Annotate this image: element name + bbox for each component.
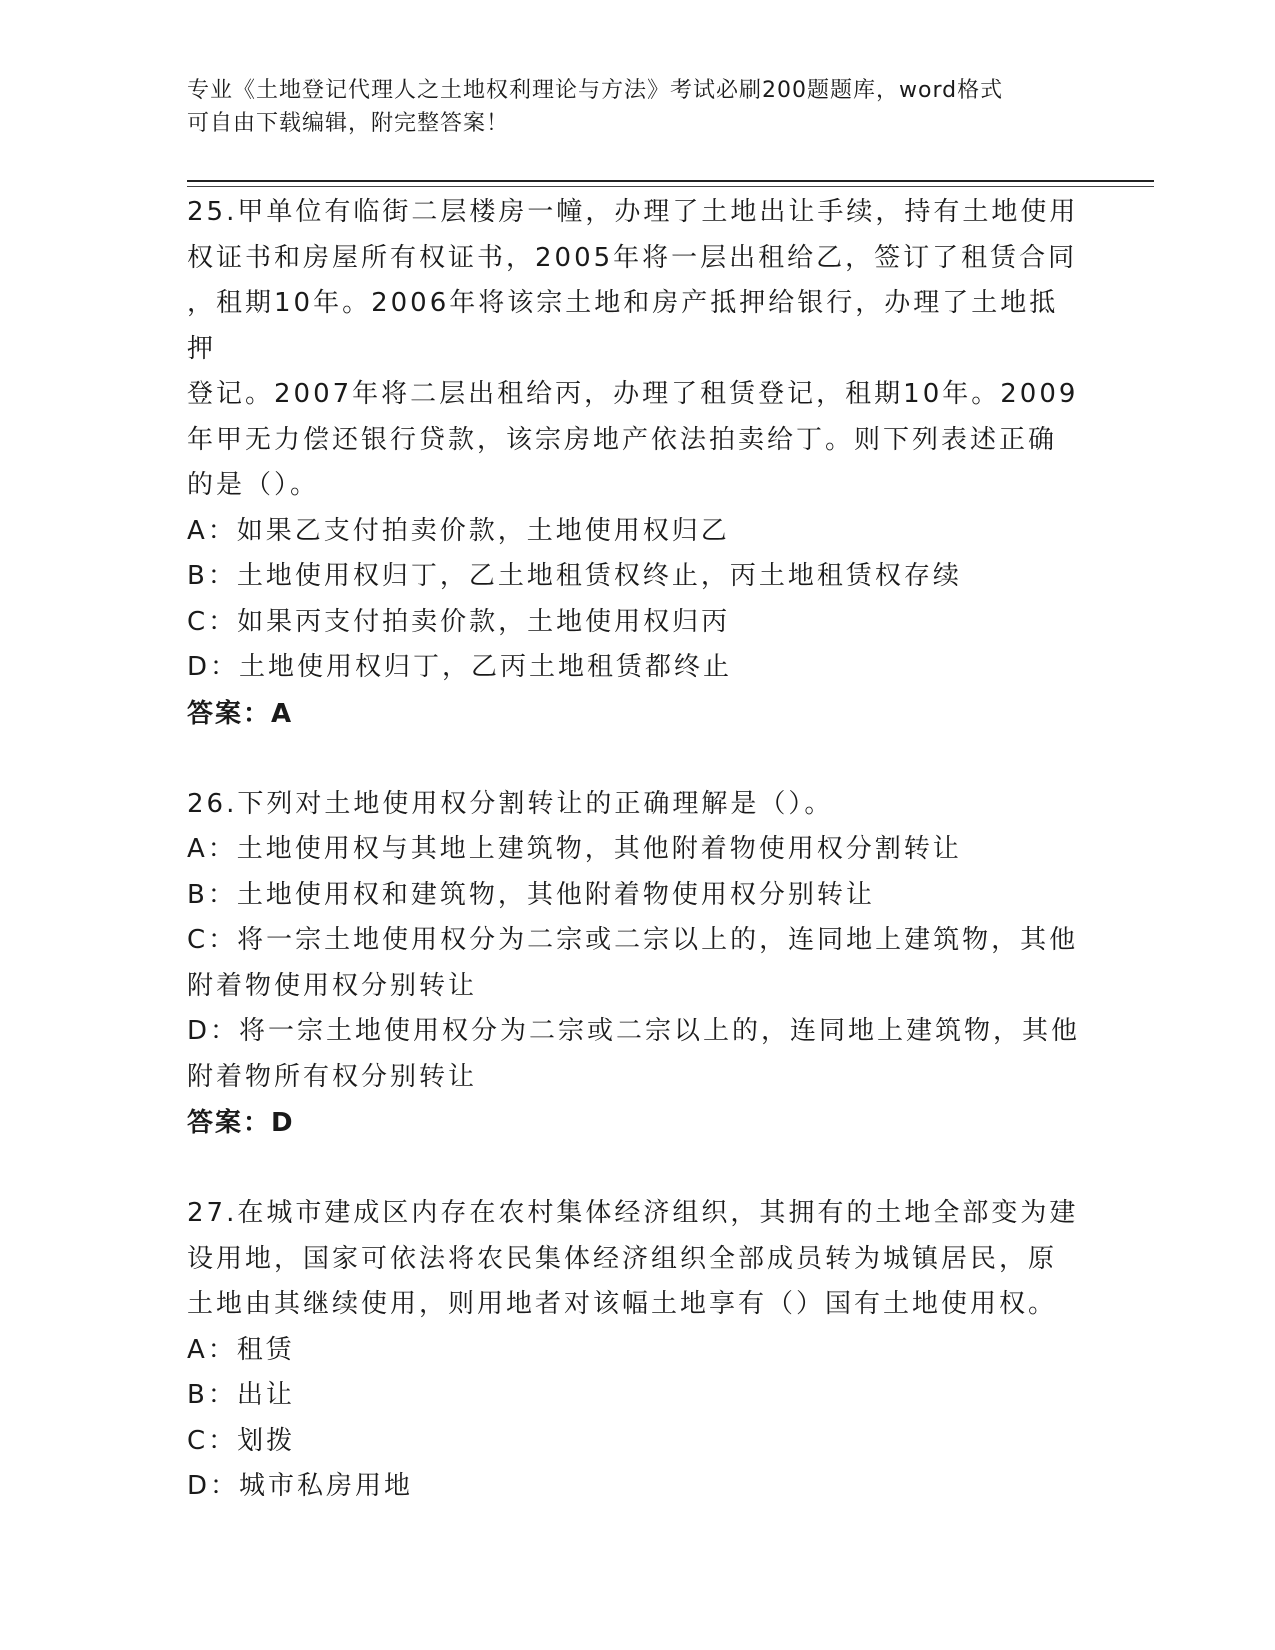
option-c (187, 1419, 1087, 1465)
option-b (187, 873, 1087, 919)
question-stem-line: 设用地，国家可依法将农民集体经济组织全部成员转为城镇居民，原 (187, 1243, 1058, 1274)
question-stem-line: 26.下列对土地使用权分割转让的正确理解是（）。 (187, 788, 834, 819)
question-27 (187, 1191, 1087, 1510)
question-stem-line: 27.在城市建成区内存在农村集体经济组织，其拥有的土地全部变为建 (187, 1198, 1079, 1228)
option-line: A：租赁 (187, 1334, 295, 1365)
question-stem (187, 1191, 1087, 1328)
option-line: 附着物使用权分别转让 (187, 970, 478, 1001)
answer-label: 答案：D (187, 1108, 295, 1138)
option-d (187, 1009, 1087, 1100)
option-line: C：将一宗土地使用权分为二宗或二宗以上的，连同地上建筑物，其他 (187, 925, 1079, 955)
option-line: C：划拨 (187, 1425, 296, 1456)
option-line: C：如果丙支付拍卖价款，土地使用权归丙 (187, 606, 731, 637)
header-divider-thick (187, 180, 1154, 182)
header-divider-thin (187, 186, 1154, 187)
option-line: D：土地使用权归丁，乙丙土地租赁都终止 (187, 652, 733, 682)
question-stem-line: 权证书和房屋所有权证书，2005年将一层出租给乙，签订了租赁合同 (187, 242, 1078, 273)
question-stem-line: 的是（）。 (187, 470, 320, 500)
question-stem (187, 782, 1087, 828)
question-26 (187, 782, 1087, 1147)
option-line: A：如果乙支付拍卖价款，土地使用权归乙 (187, 515, 730, 546)
option-line: A：土地使用权与其地上建筑物，其他附着物使用权分割转让 (187, 834, 962, 864)
option-d (187, 1464, 1087, 1510)
option-line: B：土地使用权归丁，乙土地租赁权终止，丙土地租赁权存续 (187, 561, 962, 591)
document-header (187, 74, 1067, 140)
question-25 (187, 190, 1087, 737)
question-stem (187, 190, 1087, 509)
option-b (187, 554, 1087, 600)
question-stem-line: 25.甲单位有临街二层楼房一幢，办理了土地出让手续，持有土地使用 (187, 197, 1079, 227)
option-line: D：城市私房用地 (187, 1471, 414, 1501)
header-line-1: 专业《土地登记代理人之土地权利理论与方法》考试必刷200题题库，word格式 (187, 78, 1004, 103)
option-a (187, 1328, 1087, 1374)
option-c (187, 918, 1087, 1009)
option-line: 附着物所有权分别转让 (187, 1061, 478, 1092)
question-stem-line: 土地由其继续使用，则用地者对该幅土地享有（）国有土地使用权。 (187, 1289, 1058, 1319)
answer-label: 答案：A (187, 698, 294, 729)
option-d (187, 645, 1087, 691)
option-c (187, 600, 1087, 646)
question-list (187, 190, 1087, 1555)
header-line-2: 可自由下载编辑，附完整答案！ (187, 111, 510, 136)
option-a (187, 827, 1087, 873)
option-line: D：将一宗土地使用权分为二宗或二宗以上的，连同地上建筑物，其他 (187, 1016, 1081, 1046)
option-a (187, 509, 1087, 555)
question-stem-line: 年甲无力偿还银行贷款，该宗房地产依法拍卖给丁。则下列表述正确 (187, 424, 1058, 455)
question-stem-line: ，租期10年。2006年将该宗土地和房产抵押给银行，办理了土地抵押 (187, 288, 1059, 364)
option-b (187, 1373, 1087, 1419)
option-line: B：出让 (187, 1380, 295, 1410)
option-line: B：土地使用权和建筑物，其他附着物使用权分别转让 (187, 879, 875, 910)
question-stem-line: 登记。2007年将二层出租给丙，办理了租赁登记，租期10年。2009 (187, 379, 1079, 409)
